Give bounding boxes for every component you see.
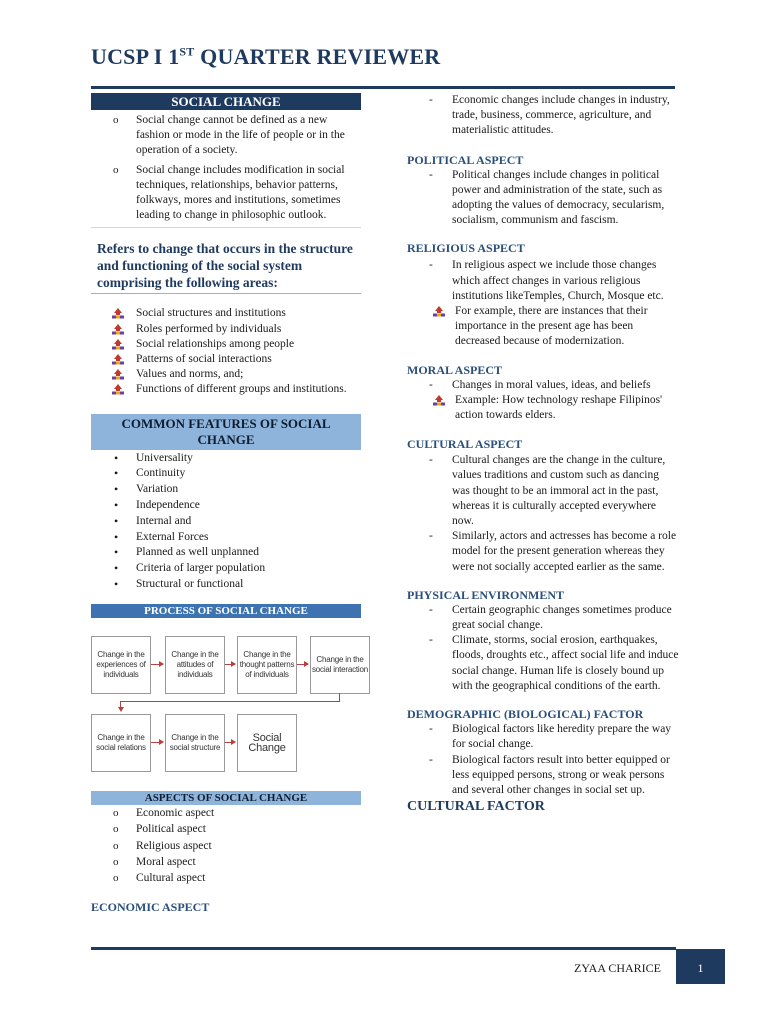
list-item: o Moral aspect bbox=[91, 854, 361, 870]
page-number: 1 bbox=[676, 949, 725, 984]
list-item: • Continuity bbox=[91, 466, 361, 481]
arrow-right-icon bbox=[151, 664, 163, 665]
list-item: Social relationships among people bbox=[91, 337, 361, 352]
social-change-list bbox=[91, 113, 361, 223]
process-step-6: Change in the social structure bbox=[165, 714, 225, 772]
list-item: o Economic aspect bbox=[91, 805, 361, 821]
list-item: - Economic changes include changes in industry, trade, business, commerce, agriculture, and materialistic attitudes. bbox=[407, 93, 679, 139]
cultural-aspect-heading: CULTURAL ASPECT bbox=[407, 437, 523, 452]
list-item: • Variation bbox=[91, 482, 361, 497]
list-item: For example, there are instances that their importance in the present age has been decreased because of modernization. bbox=[407, 304, 679, 350]
list-item: - Similarly, actors and actresses has become a role model for the present generation whereas they were not socially accepted earlier as the same. bbox=[407, 529, 679, 575]
list-item: Values and norms, and; bbox=[91, 367, 361, 382]
list-item: • Independence bbox=[91, 498, 361, 513]
economic-aspect-heading: ECONOMIC ASPECT bbox=[91, 900, 210, 915]
arrow-right-icon bbox=[225, 742, 235, 743]
process-diagram bbox=[91, 624, 368, 774]
list-item: o Cultural aspect bbox=[91, 870, 361, 886]
connector-line bbox=[120, 701, 340, 702]
list-item: • Planned as well unplanned bbox=[91, 545, 361, 560]
process-step-4: Change in the social interaction bbox=[310, 636, 370, 694]
arrow-right-icon bbox=[225, 664, 235, 665]
list-item: o Political aspect bbox=[91, 821, 361, 837]
footer-rule bbox=[91, 947, 676, 950]
political-list bbox=[407, 168, 679, 229]
list-item: Patterns of social interactions bbox=[91, 352, 361, 367]
list-item: - Certain geographic changes sometimes produce great social change. bbox=[407, 603, 679, 633]
page-title: UCSP I 1ST QUARTER REVIEWER bbox=[91, 44, 441, 69]
aspects-heading: ASPECTS OF SOCIAL CHANGE bbox=[91, 791, 361, 805]
list-item: Example: How technology reshape Filipinos' action towards elders. bbox=[407, 393, 679, 423]
list-item: • Criteria of larger population bbox=[91, 561, 361, 576]
list-item: • Internal and bbox=[91, 514, 361, 529]
arrow-right-icon bbox=[297, 664, 308, 665]
list-item: • External Forces bbox=[91, 530, 361, 545]
physical-list bbox=[407, 603, 679, 694]
process-step-final: Social Change bbox=[237, 714, 297, 772]
cultural-list bbox=[407, 453, 679, 575]
political-aspect-heading: POLITICAL ASPECT bbox=[407, 152, 524, 167]
religious-list bbox=[407, 258, 679, 349]
title-rule bbox=[91, 86, 675, 89]
right-column bbox=[407, 90, 679, 815]
list-item: • Universality bbox=[91, 451, 361, 466]
moral-aspect-heading: MORAL ASPECT bbox=[407, 362, 503, 377]
process-step-1: Change in the experiences of individuals bbox=[91, 636, 151, 694]
list-item: • Structural or functional bbox=[91, 577, 361, 592]
process-heading: PROCESS OF SOCIAL CHANGE bbox=[91, 604, 361, 618]
demographic-factor-heading: DEMOGRAPHIC (BIOLOGICAL) FACTOR bbox=[407, 707, 644, 722]
cultural-factor-heading: CULTURAL FACTOR bbox=[407, 799, 545, 815]
arrow-right-icon bbox=[151, 742, 163, 743]
footer-author: ZYAA CHARICE bbox=[574, 961, 662, 975]
arrow-bullet-icon bbox=[433, 306, 445, 322]
list-item: o Religious aspect bbox=[91, 838, 361, 854]
refers-text: Refers to change that occurs in the structure and functioning of the social system comprising the following areas: bbox=[91, 236, 361, 294]
process-step-5: Change in the social relations bbox=[91, 714, 151, 772]
arrow-bullet-icon bbox=[433, 395, 445, 411]
list-item: o Social change includes modification in social techniques, relationships, behavior patterns, folkways, mores and institutions, sometimes leading to change in philosophic outlook. bbox=[91, 163, 361, 224]
religious-aspect-heading: RELIGIOUS ASPECT bbox=[407, 241, 525, 256]
common-features-heading: COMMON FEATURES OF SOCIAL CHANGE bbox=[91, 414, 361, 450]
economic-list bbox=[407, 93, 679, 139]
moral-list bbox=[407, 378, 679, 424]
list-item: Social structures and institutions bbox=[91, 306, 361, 321]
social-change-heading: SOCIAL CHANGE bbox=[91, 93, 361, 110]
physical-environment-heading: PHYSICAL ENVIRONMENT bbox=[407, 587, 565, 602]
left-column bbox=[91, 90, 368, 915]
list-item: - Changes in moral values, ideas, and beliefs bbox=[407, 378, 679, 393]
list-item: - Climate, storms, social erosion, earthquakes, floods, droughts etc., affect social life and induce social change. Human life is closely bound up with the geographical conditions of the earth. bbox=[407, 633, 679, 694]
process-step-2: Change in the attitudes of individuals bbox=[165, 636, 225, 694]
common-features-list bbox=[91, 451, 361, 593]
list-item: - In religious aspect we include those changes which affect changes in various religious institutions likeTemples, Church, Mosque etc. bbox=[407, 258, 679, 304]
list-item: - Political changes include changes in political power and administration of the state, such as adopting the values of democracy, secularism, socialism, communism and fascism. bbox=[407, 168, 679, 229]
list-item: Roles performed by individuals bbox=[91, 322, 361, 337]
list-item: o Social change cannot be defined as a new fashion or mode in the life of people or in the operation of a society. bbox=[91, 113, 361, 159]
demographic-list bbox=[407, 722, 679, 798]
areas-list bbox=[91, 306, 361, 397]
list-item: - Biological factors result into better equipped or less equipped persons, strong or weak persons and several other changes in social set up. bbox=[407, 753, 679, 799]
process-step-3: Change in the thought patterns of individuals bbox=[237, 636, 297, 694]
aspects-list bbox=[91, 805, 361, 886]
list-item: - Cultural changes are the change in the culture, values traditions and custom such as dancing was thought to be an immoral act in the past, whereas it is culturally accepted everywhere now. bbox=[407, 453, 679, 529]
list-item: Functions of different groups and institutions. bbox=[91, 382, 361, 397]
connector-line bbox=[339, 693, 340, 701]
arrow-down-icon bbox=[118, 707, 124, 712]
arrow-bullet-icon bbox=[112, 384, 124, 400]
list-item: - Biological factors like heredity prepare the way for social change. bbox=[407, 722, 679, 752]
